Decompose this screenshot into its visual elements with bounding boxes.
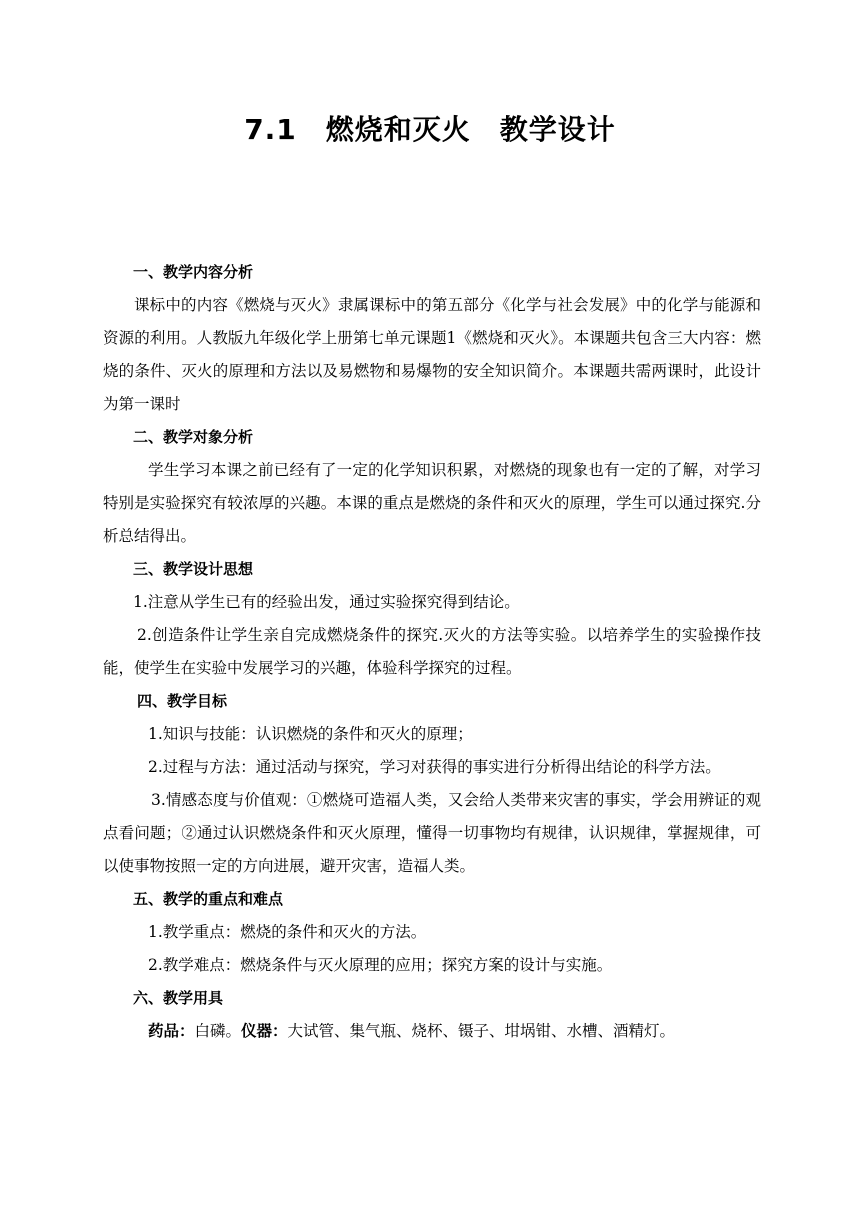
paragraph: 2.教学难点：燃烧条件与灭火原理的应用；探究方案的设计与实施。	[148, 956, 613, 974]
section-heading-design-idea: 三、教学设计思想	[133, 560, 254, 578]
chemicals-value: 白磷。	[194, 1022, 242, 1040]
paragraph: 1.知识与技能：认识燃烧的条件和灭火的原理；	[148, 725, 473, 743]
instruments-value: 大试管、集气瓶、烧杯、镊子、坩埚钳、水槽、酒精灯。	[287, 1022, 676, 1040]
document-body	[103, 256, 761, 1048]
paragraph: 课标中的内容《燃烧与灭火》隶属课标中的第五部分《化学与社会发展》中的化学与能源和资源的利用。人教版九年级化学上册第七单元课题1《燃烧和灭火》。本课题共包含三大内容：燃烧的条件、灭火的原理和方法以及易燃物和易爆物的安全知识简介。本课题共需两课时，此设计为第一课时	[103, 296, 761, 413]
document-title: 7.1 燃烧和灭火 教学设计	[244, 113, 616, 146]
paragraph: 2.创造条件让学生亲自完成燃烧条件的探究.灭火的方法等实验。以培养学生的实验操作技能，使学生在实验中发展学习的兴趣，体验科学探究的过程。	[103, 626, 761, 677]
tools-paragraph	[103, 1015, 761, 1048]
paragraph: 1.教学重点：燃烧的条件和灭火的方法。	[148, 923, 427, 941]
section-heading-student-analysis: 二、教学对象分析	[133, 428, 254, 446]
paragraph: 3.情感态度与价值观：①燃烧可造福人类，又会给人类带来灾害的事实，学会用辨证的观点看问题；②通过认识燃烧条件和灭火原理，懂得一切事物均有规律，认识规律，掌握规律，可以使事物按照一定的方向进展，避开灾害，造福人类。	[103, 791, 761, 875]
section-heading-content-analysis: 一、教学内容分析	[133, 263, 254, 281]
instruments-label: 仪器：	[241, 1022, 288, 1040]
paragraph: 1.注意从学生已有的经验出发，通过实验探究得到结论。	[133, 593, 520, 611]
section-heading-key-points: 五、教学的重点和难点	[133, 890, 284, 908]
chemicals-label: 药品：	[148, 1022, 195, 1040]
section-heading-tools: 六、教学用具	[133, 989, 224, 1007]
paragraph: 2.过程与方法：通过活动与探究，学习对获得的事实进行分析得出结论的科学方法。	[148, 758, 721, 776]
section-heading-objectives: 四、教学目标	[137, 692, 228, 710]
paragraph: 学生学习本课之前已经有了一定的化学知识积累，对燃烧的现象也有一定的了解，对学习特别是实验探究有较浓厚的兴趣。本课的重点是燃烧的条件和灭火的原理，学生可以通过探究.分析总结得出。	[103, 461, 761, 545]
